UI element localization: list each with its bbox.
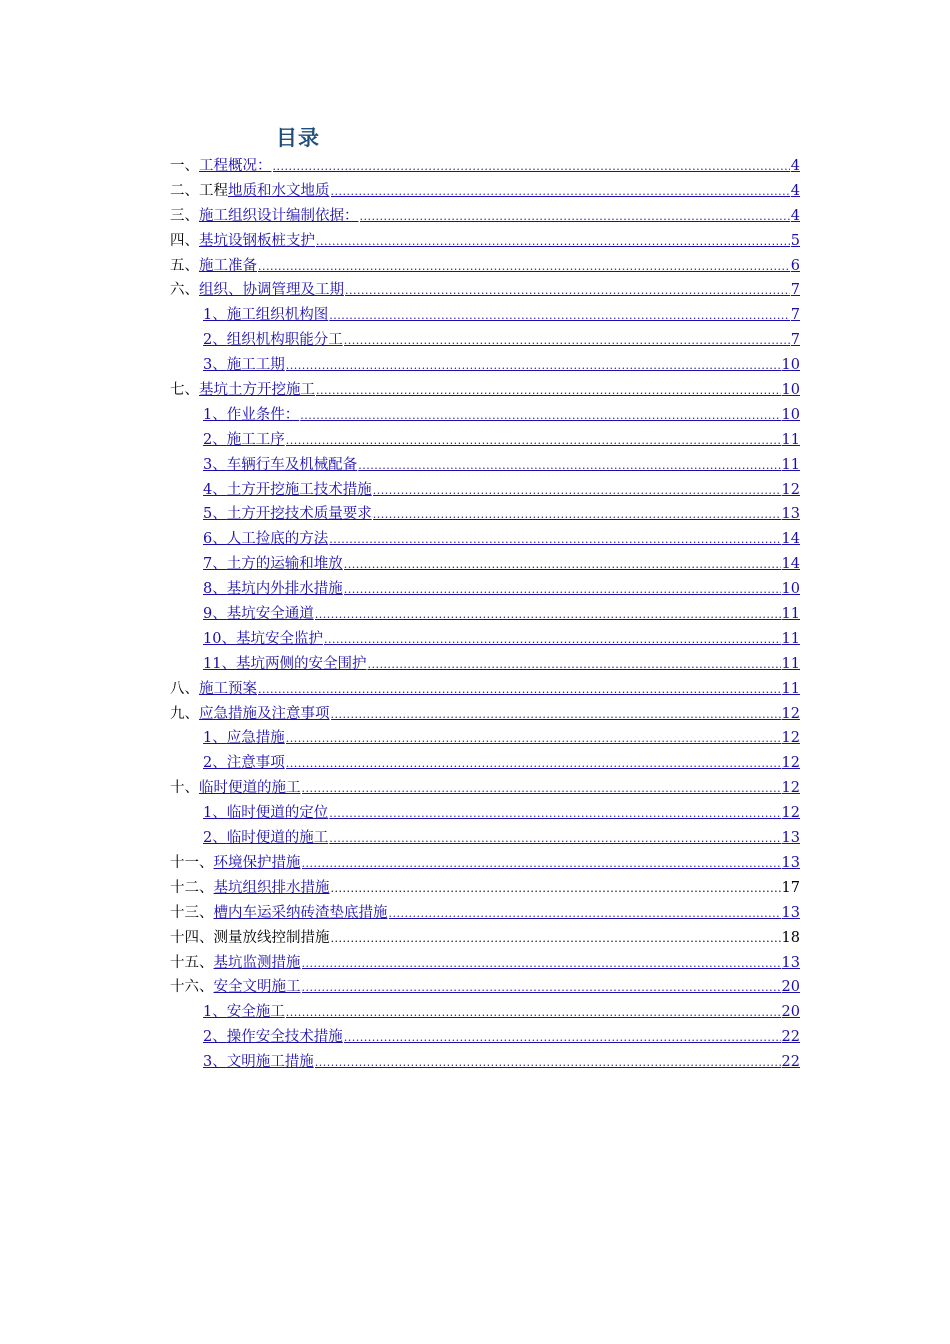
toc-entry[interactable] [170,179,800,204]
toc-entry-number: 二、 [170,182,199,199]
toc-entry-title[interactable]: 基坑设钢板桩支护 [199,232,315,249]
toc-entry-title[interactable]: 注意事项 [226,755,285,772]
toc-entry-page-number: 12 [781,780,800,797]
toc-entry-title[interactable]: 施工工期 [226,357,285,374]
toc-entry[interactable] [170,403,800,428]
toc-dot-leader [329,528,780,553]
toc-entry-number: 1、 [203,406,227,423]
toc-entry-number: 九、 [170,705,199,722]
toc-entry[interactable] [170,1025,800,1050]
toc-entry-page-number: 11 [781,431,800,448]
toc-dot-leader [373,479,781,504]
toc-entry-page-number: 13 [781,854,800,871]
toc-entry[interactable] [170,478,800,503]
toc-entry-number: 1、 [203,730,227,747]
toc-entry-title[interactable]: 临时便道的施工 [226,830,329,847]
toc-dot-leader [344,329,790,354]
toc-entry-page-number: 12 [781,730,800,747]
toc-entry-title[interactable]: 基坑组织排水措施 [213,879,330,896]
toc-entry-page-number: 4 [790,158,800,174]
toc-entry-number: 十、 [170,780,199,797]
toc-entry-title[interactable]: 施工组织设计编制依据： [199,207,359,224]
toc-dot-leader [344,553,781,578]
toc-entry[interactable] [170,502,800,527]
toc-dot-leader [329,827,780,852]
toc-entry-title[interactable]: 土方开挖技术质量要求 [226,506,372,523]
toc-entry-number: 十一、 [170,854,214,871]
toc-entry-title[interactable]: 临时便道的施工 [199,780,301,797]
toc-entry[interactable] [170,726,800,751]
toc-entry[interactable] [170,602,800,627]
toc-entry-title[interactable]: 基坑土方开挖施工 [199,382,315,399]
toc-entry-number: 三、 [170,207,199,224]
toc-entry[interactable] [170,677,800,702]
toc-entry-page-number: 11 [781,680,800,697]
toc-entry-number: 2、 [203,332,227,349]
toc-dot-leader [331,703,781,728]
toc-entry[interactable] [170,303,800,328]
toc-entry[interactable] [170,229,800,254]
toc-entry-number: 四、 [170,232,199,249]
toc-entry-title[interactable]: 文明施工措施 [226,1054,314,1071]
toc-entry-title[interactable]: 安全施工 [226,1004,285,1021]
toc-dot-leader [331,877,781,902]
toc-entry-title[interactable]: 槽内车运采纳砖渣垫底措施 [213,904,388,921]
toc-entry-page-number: 20 [781,1004,800,1021]
toc-entry-number: 10、 [203,630,236,647]
toc-entry-page-number: 5 [790,232,800,249]
toc-dot-leader [286,752,781,777]
toc-entry[interactable] [170,851,800,876]
toc-entry-title[interactable]: 地质和水文地质 [228,182,330,199]
toc-entry-title[interactable]: 工程概况： [199,158,272,174]
toc-entry-number: 十六、 [170,979,214,996]
toc-entry[interactable] [170,702,800,727]
toc-dot-leader [331,927,781,952]
toc-entry-page-number: 4 [790,182,800,199]
toc-entry-number: 1、 [203,1004,227,1021]
toc-entry-number: 1、 [203,805,227,822]
toc-dot-leader [300,404,780,429]
toc-entry-title[interactable]: 应急措施 [226,730,285,747]
toc-entry[interactable] [170,801,800,826]
toc-dot-leader [302,976,781,1001]
toc-entry[interactable] [170,1050,800,1075]
toc-entry-title[interactable]: 基坑安全监护 [235,630,323,647]
toc-dot-leader [360,205,790,230]
toc-entry-number: 6、 [203,531,227,548]
table-of-contents [170,154,800,1075]
toc-entry-title[interactable]: 环境保护措施 [213,854,301,871]
toc-entry[interactable] [170,751,800,776]
toc-entry-number: 十三、 [170,904,214,921]
toc-entry-title[interactable]: 施工组织机构图 [226,307,329,324]
toc-entry-page-number: 14 [781,531,800,548]
toc-entry[interactable] [170,826,800,851]
toc-entry-number: 9、 [203,606,227,623]
toc-entry-page-number: 20 [781,979,800,996]
toc-dot-leader [286,354,781,379]
toc-entry[interactable] [170,1000,800,1025]
toc-entry-page-number: 13 [781,830,800,847]
toc-entry-title[interactable]: 操作安全技术措施 [226,1029,343,1046]
toc-entry-number: 3、 [203,357,227,374]
toc-entry-page-number: 11 [781,456,800,473]
toc-dot-leader [286,429,781,454]
toc-entry[interactable] [170,278,800,303]
toc-dot-leader [258,678,781,703]
toc-dot-leader [329,304,790,329]
toc-entry-page-number: 10 [781,406,800,423]
toc-dot-leader [324,628,781,653]
toc-entry-page-number: 10 [781,581,800,598]
toc-entry-page-number: 22 [781,1054,800,1071]
toc-entry[interactable] [170,901,800,926]
toc-entry-page-number: 10 [781,357,800,374]
toc-entry[interactable] [170,428,800,453]
toc-entry[interactable] [170,652,800,677]
toc-entry-title[interactable]: 土方开挖施工技术措施 [226,481,372,498]
toc-entry-number: 五、 [170,257,199,274]
toc-dot-leader [345,279,790,304]
toc-entry-title[interactable]: 基坑安全通道 [226,606,314,623]
toc-entry-number: 2、 [203,830,227,847]
toc-dot-leader [315,1051,781,1076]
toc-entry-title[interactable]: 施工预案 [199,680,257,697]
toc-dot-leader [302,952,781,977]
toc-entry-number: 2、 [203,755,227,772]
toc-entry-page-number: 7 [790,307,800,324]
toc-entry-title[interactable]: 应急措施及注意事项 [199,705,330,722]
toc-entry-number: 六、 [170,282,199,299]
toc-dot-leader [344,578,781,603]
toc-dot-leader [273,155,790,180]
toc-entry-title[interactable]: 车辆行车及机械配备 [226,456,358,473]
toc-entry-number: 5、 [203,506,227,523]
toc-dot-leader [373,503,781,528]
toc-entry-title[interactable]: 施工工序 [226,431,285,448]
toc-entry-number: 7、 [203,556,227,573]
toc-entry-page-number: 10 [781,382,800,399]
toc-entry[interactable] [170,378,800,403]
toc-entry-title[interactable]: 基坑监测措施 [213,954,301,971]
toc-dot-leader [331,180,790,205]
toc-dot-leader [389,902,781,927]
toc-entry[interactable] [170,453,800,478]
toc-entry-page-number: 12 [781,481,800,498]
toc-entry[interactable] [170,527,800,552]
toc-entry-number: 8、 [203,581,227,598]
toc-entry[interactable] [170,627,800,652]
toc-entry-page-number: 22 [781,1029,800,1046]
toc-dot-leader [286,727,781,752]
toc-entry-page-number: 18 [781,929,800,946]
toc-entry[interactable] [170,552,800,577]
toc-entry-number: 十四、 [170,929,214,946]
toc-entry-number: 十五、 [170,954,214,971]
toc-entry[interactable] [170,254,800,279]
toc-entry[interactable] [170,951,800,976]
toc-entry-page-number: 12 [781,705,800,722]
toc-dot-leader [316,230,790,255]
toc-entry-title[interactable]: 基坑内外排水措施 [226,581,343,598]
toc-entry-number: 2、 [203,1029,227,1046]
toc-entry[interactable] [170,975,800,1000]
toc-dot-leader [358,454,780,479]
toc-entry-page-number: 6 [790,257,800,274]
toc-entry-number: 2、 [203,431,227,448]
toc-entry-title[interactable]: 基坑两侧的安全围护 [235,655,367,672]
toc-entry-number: 八、 [170,680,199,697]
toc-entry-number: 3、 [203,1054,227,1071]
toc-dot-leader [302,777,781,802]
toc-entry-page-number: 13 [781,954,800,971]
toc-entry-title[interactable]: 临时便道的定位 [226,805,329,822]
toc-entry-number: 1、 [203,307,227,324]
toc-entry [170,926,800,951]
toc-entry-number: 十二、 [170,879,214,896]
toc-entry-number: 一、 [170,158,199,174]
toc-entry-title[interactable]: 作业条件： [226,406,300,423]
toc-dot-leader [329,802,780,827]
toc-entry-page-number: 7 [790,282,800,299]
toc-dot-leader [258,255,790,280]
toc-entry-page-number: 13 [781,506,800,523]
toc-entry-number: 3、 [203,456,227,473]
toc-entry[interactable] [170,776,800,801]
toc-entry-title[interactable]: 安全文明施工 [213,979,301,996]
toc-entry-title[interactable]: 施工准备 [199,257,257,274]
toc-entry-page-number: 4 [790,207,800,224]
toc-entry-number: 七、 [170,382,199,399]
toc-entry[interactable] [170,876,800,901]
toc-entry[interactable] [170,577,800,602]
toc-entry-title[interactable]: 组织、协调管理及工期 [199,282,344,299]
toc-title: 目录 [276,126,320,150]
toc-entry[interactable] [170,204,800,229]
toc-entry[interactable] [170,353,800,378]
toc-entry-page-number: 12 [781,755,800,772]
toc-entry-prefix: 工程 [199,182,228,199]
toc-entry-page-number: 13 [781,904,800,921]
toc-dot-leader [315,603,781,628]
toc-entry-number: 4、 [203,481,227,498]
toc-dot-leader [367,653,780,678]
toc-entry-page-number: 7 [790,332,800,349]
toc-entry[interactable] [170,154,800,179]
toc-dot-leader [302,852,781,877]
toc-entry-page-number: 11 [781,655,800,672]
toc-entry-title[interactable]: 组织机构职能分工 [226,332,343,349]
toc-entry-page-number: 11 [781,606,800,623]
toc-entry-title[interactable]: 土方的运输和堆放 [226,556,343,573]
toc-entry-number: 11、 [203,655,236,672]
toc-entry-title[interactable]: 人工捡底的方法 [226,531,329,548]
toc-entry[interactable] [170,328,800,353]
toc-entry-page-number: 12 [781,805,800,822]
toc-entry-page-number: 17 [781,879,800,896]
toc-dot-leader [316,379,781,404]
toc-dot-leader [344,1026,781,1051]
toc-dot-leader [286,1001,781,1026]
toc-entry-page-number: 11 [781,630,800,647]
toc-entry-page-number: 14 [781,556,800,573]
toc-entry-title: 测量放线控制措施 [213,929,330,946]
